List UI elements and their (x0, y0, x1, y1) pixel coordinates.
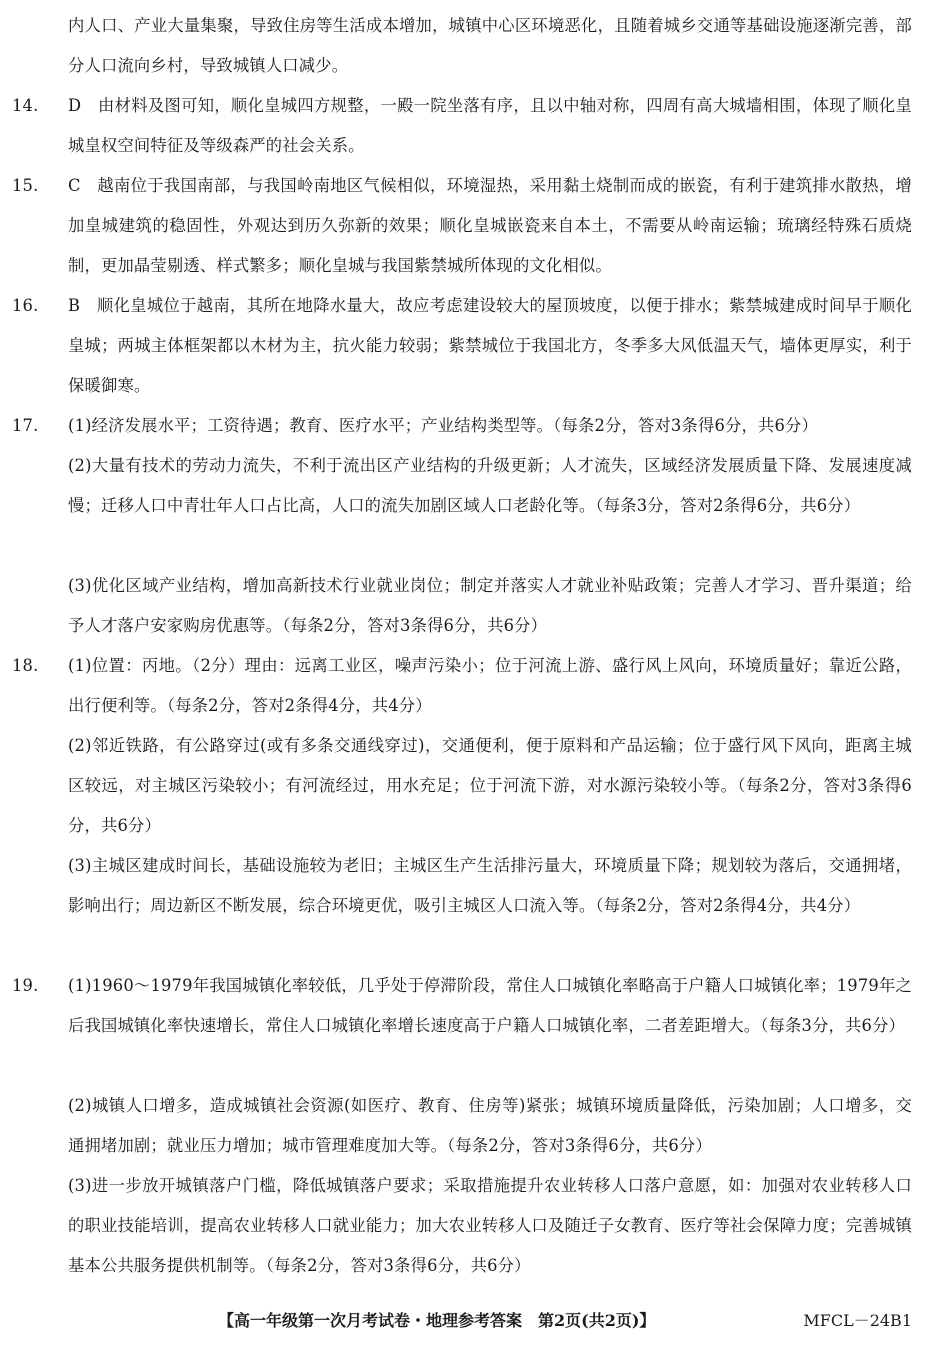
footer-title: 【高一年级第一次月考试卷・地理参考答案 第2页(共2页)】 (218, 1311, 656, 1330)
answer-text: (1)1960～1979年我国城镇化率较低，几乎处于停滞阶段，常住人口城镇化率略高于户籍人口城镇化率；1979年之后我国城镇化率快速增长，常住人口城镇化率增长速度高于户籍人口城镇化率，二者差距增大。（每条3分，共6分） (68, 976, 912, 1035)
answer-19-part-1 (12, 966, 912, 1046)
answer-17-part-3: (3)优化区域产业结构，增加高新技术行业就业岗位；制定并落实人才就业补贴政策；完善人才学习、晋升渠道；给予人才落户安家购房优惠等。（每条2分，答对3条得6分，共6分） (68, 576, 912, 635)
answer-17-part-1 (12, 406, 912, 446)
question-number: 18. (12, 656, 39, 675)
answer-18-part-3: (3)主城区建成时间长，基础设施较为老旧；主城区生产生活排污量大，环境质量下降；规划较为落后，交通拥堵，影响出行；周边新区不断发展，综合环境更优，吸引主城区人口流入等。（每条2分，答对2条得4分，共4分） (68, 856, 912, 915)
question-number: 19. (12, 976, 39, 995)
answer-text: D 由材料及图可知，顺化皇城四方规整，一殿一院坐落有序，且以中轴对称，四周有高大城墙相围，体现了顺化皇城皇权空间特征及等级森严的社会关系。 (68, 96, 912, 155)
answer-18-part-2: (2)邻近铁路，有公路穿过(或有多条交通线穿过)，交通便利，便于原料和产品运输；位于盛行风下风向，距离主城区较远，对主城区污染较小；有河流经过，用水充足；位于河流下游，对水源污染较小等。（每条2分，答对3条得6分，共6分） (68, 736, 912, 835)
question-number: 15. (12, 176, 39, 195)
answer-15 (12, 166, 912, 286)
footer-code: MFCL－24B1 (803, 1311, 912, 1330)
answer-text: B 顺化皇城位于越南，其所在地降水量大，故应考虑建设较大的屋顶坡度，以便于排水；紫禁城建成时间早于顺化皇城；两城主体框架都以木材为主，抗火能力较弱；紫禁城位于我国北方，冬季多大风低温天气，墙体更厚实，利于保暖御寒。 (68, 296, 912, 395)
question-number: 14. (12, 96, 39, 115)
answer-19-part-3: (3)进一步放开城镇落户门槛，降低城镇落户要求；采取措施提升农业转移人口落户意愿，如：加强对农业转移人口的职业技能培训，提高农业转移人口就业能力；加大农业转移人口及随迁子女教育、医疗等社会保障力度；完善城镇基本公共服务提供机制等。（每条2分，答对3条得6分，共6分） (68, 1176, 912, 1275)
answer-text: (1)经济发展水平；工资待遇；教育、医疗水平；产业结构类型等。（每条2分，答对3条得6分，共6分） (68, 416, 818, 435)
paragraph-continuation: 内人口、产业大量集聚，导致住房等生活成本增加，城镇中心区环境恶化，且随着城乡交通等基础设施逐渐完善，部分人口流向乡村，导致城镇人口减少。 (68, 16, 912, 75)
answer-17-part-2: (2)大量有技术的劳动力流失，不利于流出区产业结构的升级更新；人才流失，区域经济发展质量下降、发展速度减慢；迁移人口中青壮年人口占比高，人口的流失加剧区域人口老龄化等。（每条3分，答对2条得6分，共6分） (68, 456, 912, 515)
page-footer (0, 1306, 950, 1336)
answer-16 (12, 286, 912, 406)
answer-19-part-2: (2)城镇人口增多，造成城镇社会资源(如医疗、教育、住房等)紧张；城镇环境质量降低，污染加剧；人口增多，交通拥堵加剧；就业压力增加；城市管理难度加大等。（每条2分，答对3条得6分，共6分） (68, 1096, 912, 1155)
answer-text: (1)位置：丙地。（2分）理由：远离工业区，噪声污染小；位于河流上游、盛行风上风向，环境质量好；靠近公路，出行便利等。（每条2分，答对2条得4分，共4分） (68, 656, 912, 715)
question-number: 16. (12, 296, 39, 315)
answer-14 (12, 86, 912, 166)
answer-text: C 越南位于我国南部，与我国岭南地区气候相似，环境湿热，采用黏土烧制而成的嵌瓷，有利于建筑排水散热，增加皇城建筑的稳固性，外观达到历久弥新的效果；顺化皇城嵌瓷来自本土，不需要从岭南运输；琉璃经特殊石质烧制，更加晶莹剔透、样式繁多；顺化皇城与我国紫禁城所体现的文化相似。 (68, 176, 912, 275)
answer-18-part-1 (12, 646, 912, 726)
question-number: 17. (12, 416, 39, 435)
